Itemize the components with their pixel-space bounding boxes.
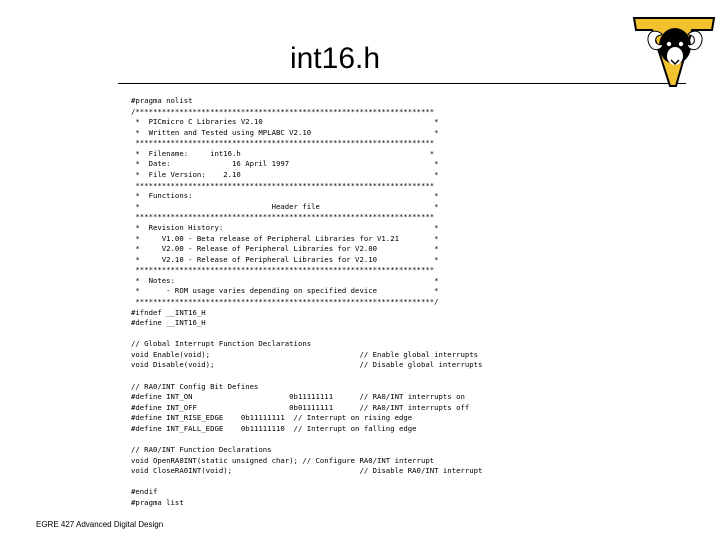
code-line: * Date: 16 April 1997 * [131, 159, 439, 169]
title-underline [118, 83, 686, 84]
code-line: // RA0/INT Function Declarations [131, 445, 272, 455]
code-line: void Disable(void); // Disable global interrupts [131, 360, 483, 370]
code-line: #define INT_RISE_EDGE 0b11111111 // Interrupt on rising edge [131, 413, 413, 423]
code-line: ******************************************************************** [131, 138, 435, 148]
code-line: #define INT_ON 0b11111111 // RA0/INT interrupts on [131, 392, 465, 402]
code-line [131, 371, 482, 382]
code-line: void Enable(void); // Enable global interrupts [131, 349, 479, 359]
code-line: // Global Interrupt Function Declarations [131, 339, 312, 349]
code-line: ********************************************************************/ [131, 296, 439, 306]
code-line: ******************************************************************** [131, 265, 435, 275]
code-line: * Filename: int16.h * [131, 148, 435, 158]
code-line: * File Version: 2.10 * [131, 170, 439, 180]
code-line: void OpenRA0INT(static unsigned char); // Configure RA0/INT interrupt [131, 455, 435, 465]
code-line: * - ROM usage varies depending on specified device * [131, 286, 439, 296]
code-line: * Notes: * [131, 275, 439, 285]
code-line: * Revision History: * [131, 222, 439, 232]
code-line: * V1.00 - Beta release of Peripheral Libraries for V1.21 * [131, 233, 439, 243]
code-line: * V2.00 - Release of Peripheral Libraries for V2.00 * [131, 244, 439, 254]
code-line: * Written and Tested using MPLABC V2.10 * [131, 127, 439, 137]
code-line: // RA0/INT Config Bit Defines [131, 381, 259, 391]
code-line: #define __INT16_H [131, 318, 206, 328]
code-line: * V2.10 - Release of Peripheral Libraries for V2.10 * [131, 254, 439, 264]
code-line: void CloseRA0INT(void); // Disable RA0/INT interrupt [131, 466, 483, 476]
code-line [131, 329, 482, 340]
code-line: ******************************************************************** [131, 212, 435, 222]
code-line [131, 435, 482, 446]
code-line: #pragma list [131, 497, 184, 507]
code-line [131, 477, 482, 488]
code-line: #ifndef __INT16_H [131, 307, 206, 317]
slide-title: int16.h [289, 42, 381, 75]
code-line: #pragma nolist [131, 96, 193, 105]
code-line: #define INT_FALL_EDGE 0b11111110 // Interrupt on falling edge [131, 423, 417, 433]
slide-footer: EGRE 427 Advanced Digital Design [36, 520, 164, 529]
code-line: /******************************************************************** [131, 106, 435, 116]
code-line: * Functions: * [131, 191, 439, 201]
code-line: #define INT_OFF 0b01111111 // RA0/INT interrupts off [131, 402, 470, 412]
code-line: #endif [131, 487, 158, 497]
code-listing [131, 96, 482, 509]
vcu-ram-logo-icon [632, 12, 716, 88]
code-line: * PICmicro C Libraries V2.10 * [131, 117, 439, 127]
code-line: ******************************************************************** [131, 180, 435, 190]
code-line: * Header file * [131, 201, 439, 211]
